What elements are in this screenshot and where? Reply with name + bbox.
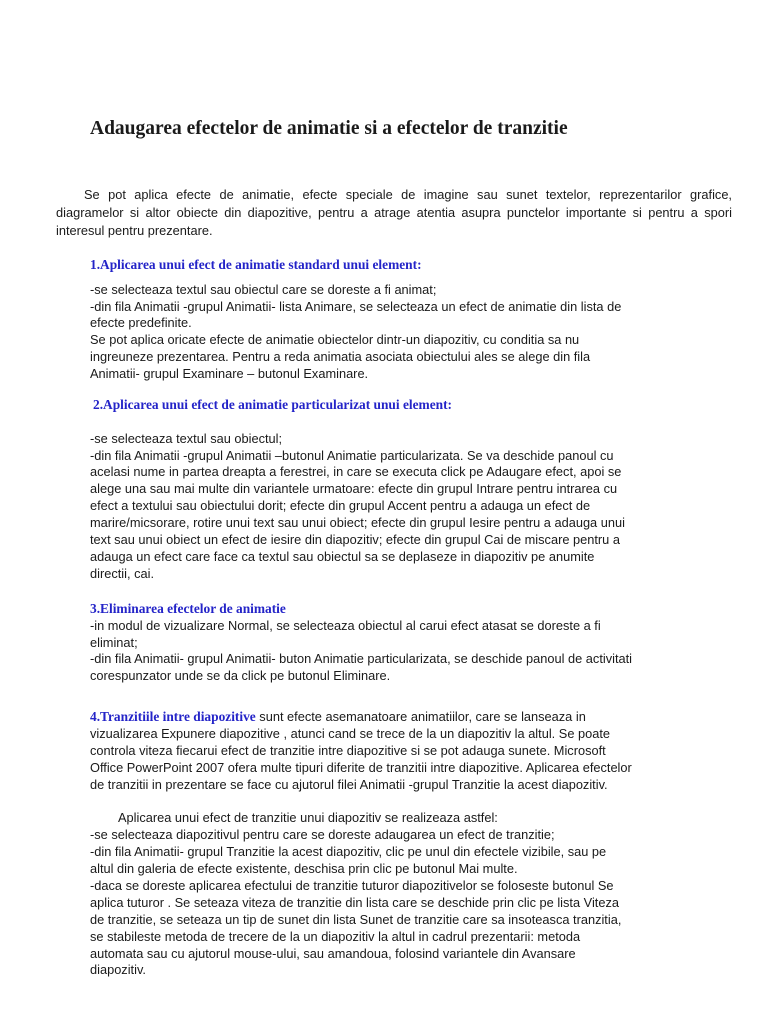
section-heading: 3.Eliminarea efectelor de animatie	[90, 601, 286, 616]
text-line: marire/micsorare, rotire unui text sau unui obiect; efecte din grupul Iesire pentru a adauga unui	[90, 515, 625, 531]
text-line: -din fila Animatii- grupul Animatii- buton Animatie particularizata, se deschide panoul de activitati	[90, 651, 633, 667]
section-standard-animation	[90, 256, 670, 383]
heading-continuation: sunt efecte asemanatoare animatiilor, care se lanseaza in	[255, 709, 586, 724]
text-line: Animatii- grupul Examinare – butonul Examinare.	[90, 366, 369, 382]
text-line: diapozitiv.	[90, 962, 146, 978]
section-body	[90, 618, 670, 686]
section-custom-animation	[90, 396, 670, 583]
text-line: efecte predefinite.	[90, 315, 192, 331]
text-line: adauga un efect care face ca textul sau obiectul sa se deplaseze in diapozitiv pe anumite	[90, 548, 595, 564]
text-line: corespunzator unde se da click pe butonul Eliminare.	[90, 668, 391, 684]
page-title: Adaugarea efectelor de animatie si a efectelor de tranzitie	[90, 118, 568, 139]
section-body	[90, 708, 670, 793]
text-line: -se selecteaza textul sau obiectul;	[90, 430, 283, 446]
text-line: -se selecteaza diapozitivul pentru care se doreste adaugarea un efect de tranzitie;	[90, 827, 555, 843]
text-line: controla viteza fiecarui efect de tranzitie intre diapozitive si se pot adauga sunete. Microsoft	[90, 742, 606, 758]
text-line: efect a textului sau obiectului dorit; efecte din grupul Accent pentru a adauga un efect de	[90, 498, 591, 514]
text-line: directii, cai.	[90, 565, 155, 581]
text-line	[90, 708, 670, 726]
intro-paragraph: Se pot aplica efecte de animatie, efecte speciale de imagine sau sunet textelor, reprezentarilor grafice, diagramelor si altor obiecte din diapozitive, pentru a atrage atentia asupra punctelor importante si pentru a spori interesul pentru prezentare.	[56, 187, 732, 239]
text-line: aplica tuturor . Se seteaza viteza de tranzitie din lista care se deschide prin clic pe lista Viteza	[90, 894, 619, 910]
section-heading: 1.Aplicarea unui efect de animatie standard unui element:	[90, 257, 422, 272]
text-line: se stabileste metoda de trecere de la un diapozitiv la altul in cadrul prezentarii: metoda	[90, 928, 581, 944]
section-slide-transitions	[90, 708, 670, 979]
section-body	[90, 282, 670, 383]
text-line: de tranzitii in prezentare se face cu ajutorul filei Animatii -grupul Tranzitie la acest diapozitiv.	[90, 776, 608, 792]
text-line: -se selecteaza textul sau obiectul care se doreste a fi animat;	[90, 281, 437, 297]
text-line: ingreuneze prezentarea. Pentru a reda animatia asociata obiectului ales se alege din fila	[90, 349, 591, 365]
text-line: vizualizarea Expunere diapozitive , atunci cand se trece de la un diapozitiv la altul. Se poate	[90, 725, 611, 741]
text-line: text sau unui obiect un efect de iesire din diapozitiv; efecte din grupul Cai de miscare pentru a	[90, 532, 620, 548]
procedure-body	[90, 810, 670, 979]
text-line: -in modul de vizualizare Normal, se selecteaza obiectul al carui efect atasat se doreste a fi	[90, 617, 601, 633]
text-line: -din fila Animatii- grupul Tranzitie la acest diapozitiv, clic pe unul din efectele vizibile, sau pe	[90, 844, 607, 860]
text-line: -din fila Animatii -grupul Animatii –butonul Animatie particularizata. Se va deschide panoul cu	[90, 447, 614, 463]
section-heading: 2.Aplicarea unui efect de animatie particularizat unui element:	[93, 397, 453, 412]
text-line: eliminat;	[90, 634, 138, 650]
text-line: -din fila Animatii -grupul Animatii- lista Animare, se selecteaza un efect de animatie din lista de	[90, 298, 622, 314]
text-line: Office PowerPoint 2007 ofera multe tipuri diferite de tranzitii intre diapozitive. Aplicarea efectelor	[90, 759, 632, 775]
text-line: automata sau cu ajutorul mouse-ului, sau amandoua, folosind variantele din Avansare	[90, 945, 576, 961]
text-line: alege una sau mai multe din variantele urmatoare: efecte din grupul Intrare pentru intrarea cu	[90, 481, 618, 497]
text-line: de tranzitie, se seteaza un tip de sunet din lista Sunet de tranzitie care sa insoteasca tranzitia,	[90, 911, 622, 927]
section-body	[90, 431, 670, 583]
section-remove-animation	[90, 600, 670, 685]
text-line: -daca se doreste aplicarea efectului de tranzitie tuturor diapozitivelor se foloseste butonul Se	[90, 878, 614, 894]
section-heading: 4.Tranzitiile intre diapozitive	[90, 709, 256, 724]
text-line: altul din galeria de efecte existente, deschisa prin clic pe butonul Mai multe.	[90, 861, 518, 877]
text-line: Se pot aplica oricate efecte de animatie obiectelor dintr-un diapozitiv, cu conditia sa nu	[90, 332, 580, 348]
text-line: acelasi nume in partea dreapta a ferestrei, in care se executa click pe Adaugare efect, apoi se	[90, 464, 622, 480]
procedure-intro: Aplicarea unui efect de tranzitie unui diapozitiv se realizeaza astfel:	[118, 810, 498, 826]
